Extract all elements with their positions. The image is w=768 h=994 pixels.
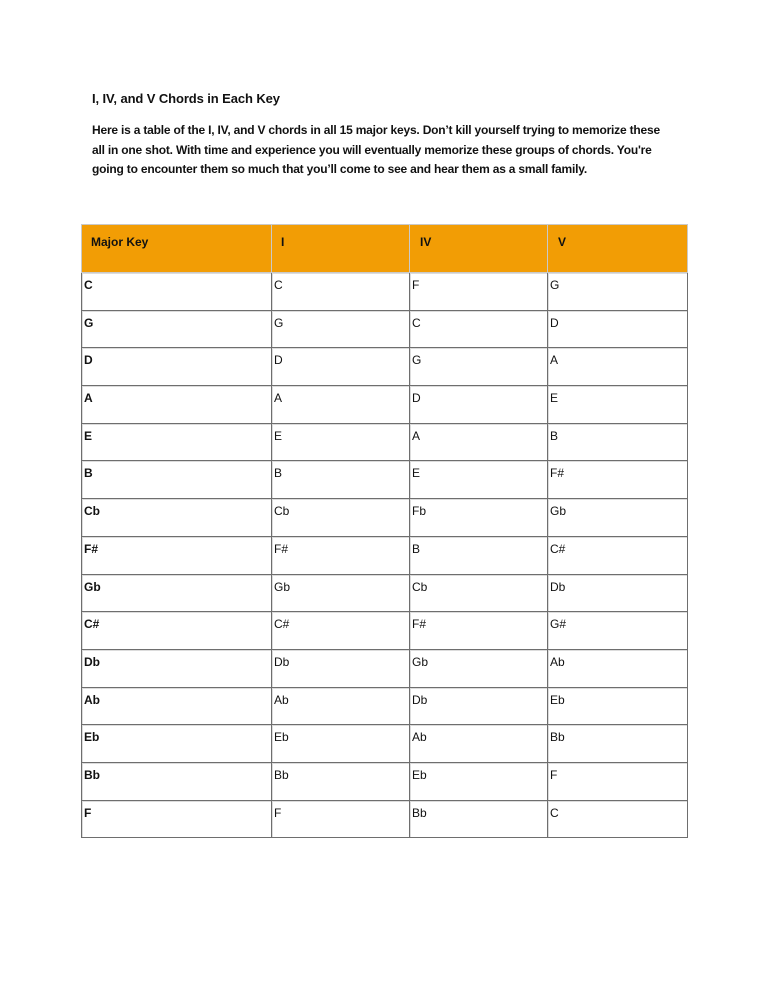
cell-iv-chord: B xyxy=(410,536,548,574)
header-iv: IV xyxy=(410,225,548,273)
cell-major-key: Gb xyxy=(82,574,272,612)
cell-i-chord: Eb xyxy=(272,725,410,763)
cell-major-key: A xyxy=(82,386,272,424)
cell-v-chord: Ab xyxy=(548,649,688,687)
chord-table xyxy=(81,224,688,838)
table-row xyxy=(82,423,688,461)
header-v: V xyxy=(548,225,688,273)
cell-i-chord: F xyxy=(272,800,410,838)
table-row xyxy=(82,574,688,612)
cell-iv-chord: Fb xyxy=(410,499,548,537)
cell-v-chord: G# xyxy=(548,612,688,650)
page-heading: I, IV, and V Chords in Each Key xyxy=(92,91,280,106)
cell-i-chord: G xyxy=(272,310,410,348)
cell-i-chord: Bb xyxy=(272,762,410,800)
cell-iv-chord: Gb xyxy=(410,649,548,687)
cell-i-chord: C# xyxy=(272,612,410,650)
cell-iv-chord: G xyxy=(410,348,548,386)
cell-major-key: Ab xyxy=(82,687,272,725)
cell-i-chord: D xyxy=(272,348,410,386)
intro-paragraph xyxy=(92,121,692,180)
cell-iv-chord: D xyxy=(410,386,548,424)
cell-major-key: E xyxy=(82,423,272,461)
cell-iv-chord: F xyxy=(410,273,548,311)
cell-v-chord: G xyxy=(548,273,688,311)
table-row xyxy=(82,461,688,499)
cell-major-key: Cb xyxy=(82,499,272,537)
cell-i-chord: Gb xyxy=(272,574,410,612)
cell-v-chord: Bb xyxy=(548,725,688,763)
cell-major-key: Eb xyxy=(82,725,272,763)
cell-i-chord: A xyxy=(272,386,410,424)
header-major-key: Major Key xyxy=(82,225,272,273)
intro-line: going to encounter them so much that you’ll come to see and hear them as a small family. xyxy=(92,162,587,176)
table-row xyxy=(82,386,688,424)
table-row xyxy=(82,725,688,763)
cell-iv-chord: F# xyxy=(410,612,548,650)
table-row xyxy=(82,612,688,650)
cell-v-chord: Eb xyxy=(548,687,688,725)
cell-iv-chord: Db xyxy=(410,687,548,725)
cell-i-chord: Db xyxy=(272,649,410,687)
table-row xyxy=(82,687,688,725)
cell-major-key: D xyxy=(82,348,272,386)
cell-v-chord: Db xyxy=(548,574,688,612)
cell-v-chord: B xyxy=(548,423,688,461)
cell-v-chord: F xyxy=(548,762,688,800)
cell-major-key: F# xyxy=(82,536,272,574)
table-row xyxy=(82,273,688,311)
table-row xyxy=(82,310,688,348)
cell-major-key: C xyxy=(82,273,272,311)
cell-iv-chord: A xyxy=(410,423,548,461)
cell-v-chord: C# xyxy=(548,536,688,574)
cell-iv-chord: Eb xyxy=(410,762,548,800)
cell-v-chord: Gb xyxy=(548,499,688,537)
table-row xyxy=(82,536,688,574)
cell-i-chord: E xyxy=(272,423,410,461)
cell-iv-chord: E xyxy=(410,461,548,499)
table-row xyxy=(82,649,688,687)
table-row xyxy=(82,348,688,386)
cell-i-chord: F# xyxy=(272,536,410,574)
cell-i-chord: Cb xyxy=(272,499,410,537)
intro-line: Here is a table of the I, IV, and V chords in all 15 major keys. Don’t kill yourself trying to memorize these xyxy=(92,123,660,137)
intro-line: all in one shot. With time and experience you will eventually memorize these groups of chords. You're xyxy=(92,142,652,157)
table-header-row xyxy=(82,225,688,273)
cell-iv-chord: Ab xyxy=(410,725,548,763)
cell-i-chord: Ab xyxy=(272,687,410,725)
cell-v-chord: C xyxy=(548,800,688,838)
cell-iv-chord: C xyxy=(410,310,548,348)
cell-v-chord: F# xyxy=(548,461,688,499)
cell-v-chord: E xyxy=(548,386,688,424)
table-row xyxy=(82,800,688,838)
cell-iv-chord: Cb xyxy=(410,574,548,612)
cell-major-key: Bb xyxy=(82,762,272,800)
table-row xyxy=(82,762,688,800)
cell-major-key: G xyxy=(82,310,272,348)
cell-major-key: Db xyxy=(82,649,272,687)
header-i: I xyxy=(272,225,410,273)
table-body xyxy=(82,273,688,838)
cell-i-chord: B xyxy=(272,461,410,499)
cell-major-key: B xyxy=(82,461,272,499)
cell-iv-chord: Bb xyxy=(410,800,548,838)
cell-i-chord: C xyxy=(272,273,410,311)
table-row xyxy=(82,499,688,537)
cell-v-chord: D xyxy=(548,310,688,348)
cell-major-key: C# xyxy=(82,612,272,650)
cell-major-key: F xyxy=(82,800,272,838)
cell-v-chord: A xyxy=(548,348,688,386)
